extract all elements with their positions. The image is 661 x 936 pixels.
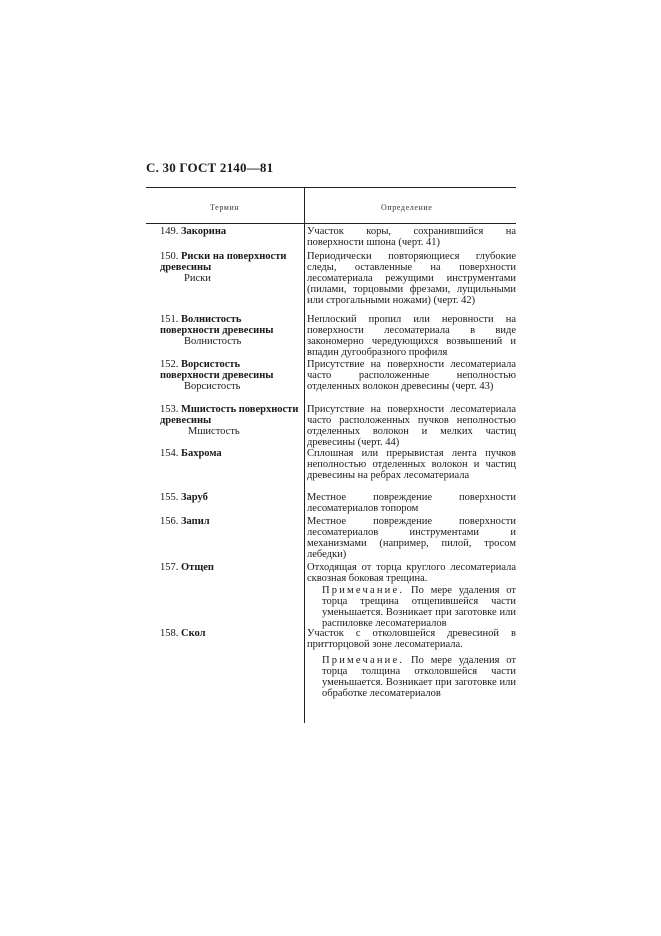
column-header-term: Термин	[210, 203, 240, 212]
term-synonym: Риски	[184, 273, 211, 284]
term-name: Заруб	[181, 492, 208, 503]
term-name: Ворсистость поверхности древесины	[160, 359, 274, 381]
definition-cell: Присутствие на поверхности лесоматериала часто расположенные неполностью отделенных волокон древесины (черт. 43)	[307, 359, 516, 392]
term-number: 154.	[160, 448, 179, 459]
table-header-rule	[146, 223, 516, 224]
definition-cell: Местное повреждение поверхности лесоматериалов инструментами и механизмами (например, пилой, тросом лебедки)	[307, 516, 516, 560]
definition-cell: Участок коры, сохранившийся на поверхности шпона (черт. 41)	[307, 226, 516, 248]
term-name: Бахрома	[181, 448, 222, 459]
term-number: 152.	[160, 359, 179, 370]
page-header: С. 30 ГОСТ 2140—81	[146, 160, 274, 175]
term-number: 157.	[160, 562, 179, 573]
term-name: Запил	[181, 516, 210, 527]
term-cell	[146, 314, 303, 347]
term-cell	[146, 251, 303, 284]
note-title: Примечание.	[322, 655, 405, 666]
term-synonym: Ворсистость	[184, 381, 241, 392]
term-cell	[146, 492, 303, 503]
term-name: Скол	[181, 628, 206, 639]
definition-cell: Неплоский пропил или неровности на поверхности лесоматериала в виде закономерно чередующихся возвышений и впадин дугообразного профиля	[307, 314, 516, 358]
definition-cell: Местное повреждение поверхности лесоматериалов топором	[307, 492, 516, 514]
term-cell	[146, 226, 303, 237]
term-cell	[146, 628, 303, 639]
term-name: Волнистость поверхности древесины	[160, 314, 274, 336]
note-block	[322, 655, 516, 699]
definition-cell: Периодически повторяющиеся глубокие следы, оставленные на поверхности лесоматериала режущими инструментами (пилами, торцовыми фрезами, лущильными или строгальными ножами) (черт. 42)	[307, 251, 516, 306]
term-number: 158.	[160, 628, 179, 639]
definition-cell: Присутствие на поверхности лесоматериала часто расположенных пучков неполностью отделенных волокон и мелких частиц древесины (черт. 44)	[307, 404, 516, 448]
note-text: По мере удаления от торца трещина отщепившейся части уменьшается. Возникает при заготовке или распиловке лесоматериалов	[322, 585, 516, 629]
table-top-rule	[146, 187, 516, 188]
term-name: Отщеп	[181, 562, 214, 573]
term-number: 151.	[160, 314, 179, 325]
definition-cell: Сплошная или прерывистая лента пучков неполностью отделенных волокон и частиц древесины на ребрах лесоматериала	[307, 448, 516, 481]
column-divider	[304, 187, 305, 723]
definition-cell: Отходящая от торца круглого лесоматериала сквозная боковая трещина.	[307, 562, 516, 584]
term-number: 155.	[160, 492, 179, 503]
term-cell	[146, 448, 303, 459]
note-title: Примечание.	[322, 585, 405, 596]
note-block	[322, 585, 516, 629]
term-name: Мшистость поверхности древесины	[160, 404, 299, 426]
term-number: 153.	[160, 404, 179, 415]
term-cell	[146, 562, 303, 573]
term-number: 150.	[160, 251, 179, 262]
term-synonym: Мшистость	[188, 426, 240, 437]
term-number: 149.	[160, 226, 179, 237]
column-header-definition: Определение	[381, 203, 433, 212]
term-number: 156.	[160, 516, 179, 527]
term-synonym: Волнистость	[184, 336, 242, 347]
term-name: Риски на поверхности древесины	[160, 251, 287, 273]
term-cell	[146, 516, 303, 527]
term-name: Закорина	[181, 226, 227, 237]
definition-cell: Участок с отколовшейся древесиной в притторцовой зоне лесоматериала.	[307, 628, 516, 650]
term-cell	[146, 359, 298, 392]
term-cell	[146, 404, 303, 437]
note-text: По мере удаления от торца толщина отколовшейся части уменьшается. Возникает при заготовке или обработке лесоматериалов	[322, 655, 516, 699]
